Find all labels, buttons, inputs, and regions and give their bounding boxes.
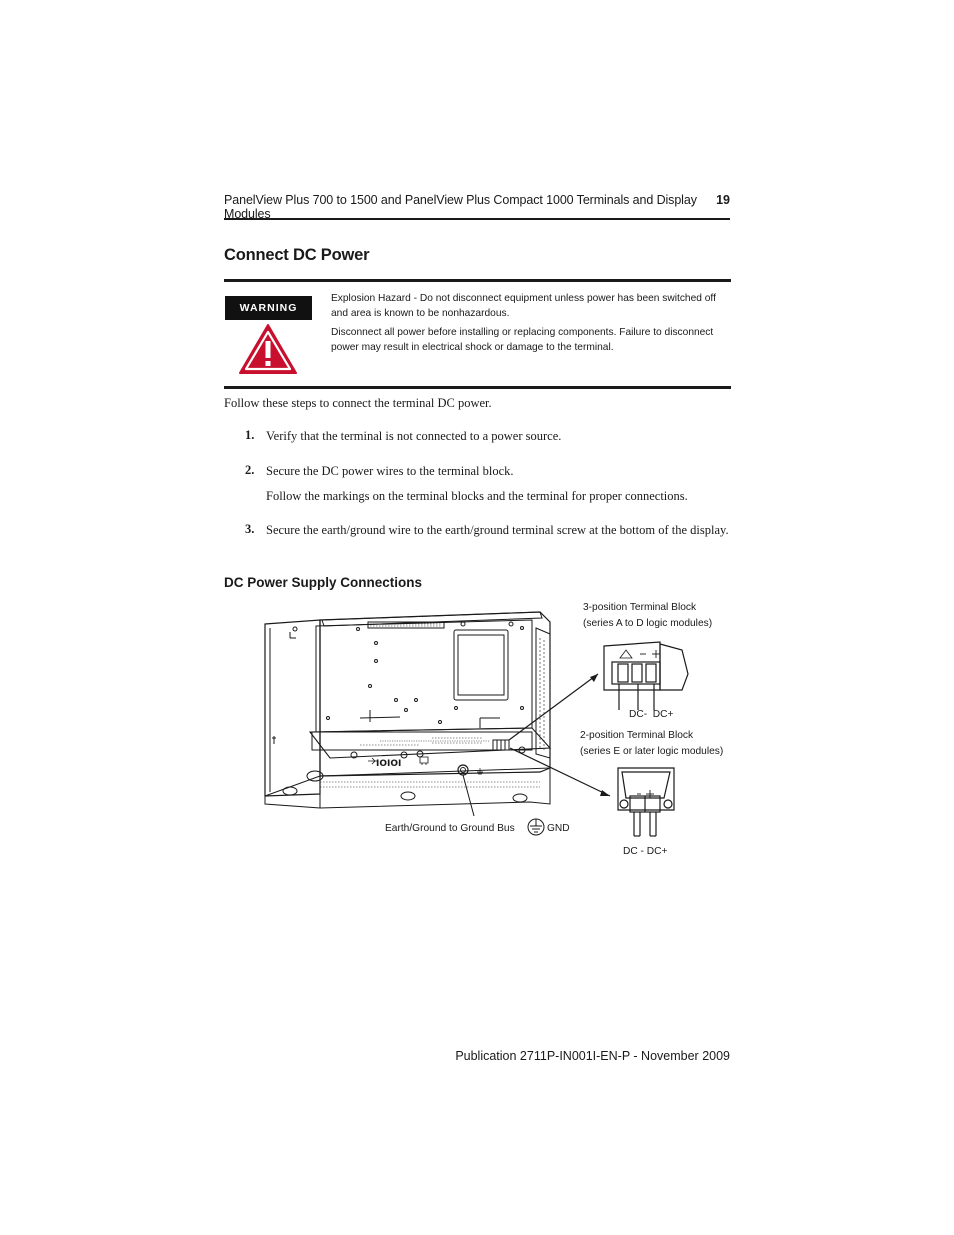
running-header-title: PanelView Plus 700 to 1500 and PanelView Plus Compact 1000 Terminals and Display Modules (224, 193, 697, 221)
leader-line-ground (463, 775, 474, 816)
step-2-text: Secure the DC power wires to the terminal block. (266, 464, 514, 478)
running-header (224, 192, 730, 220)
terminal-block-2-position (618, 768, 674, 836)
block2-label-line1: 2-position Terminal Block (580, 730, 694, 741)
serial-port-label: IOIOI (376, 759, 402, 769)
step-2-note: Follow the markings on the terminal blocks and the terminal for proper connections. (266, 489, 688, 503)
block2-terminals-label: DC - DC+ (623, 846, 668, 857)
warning-box (224, 279, 731, 389)
warning-paragraph-1: Explosion Hazard - Do not disconnect equipment unless power has been switched off and area is known to be nonhazardous. (331, 293, 716, 319)
warning-label: WARNING (225, 296, 312, 320)
block2-label-line2: (series E or later logic modules) (580, 745, 724, 757)
step-1-text: Verify that the terminal is not connected to a power source. (266, 429, 562, 443)
warning-text (331, 291, 731, 359)
gnd-label: GND (547, 823, 570, 834)
warning-triangle-icon (238, 323, 298, 375)
section-title: Connect DC Power (224, 246, 370, 264)
warning-paragraph-2: Disconnect all power before installing or replacing components. Failure to disconnect power may result in electrical shock or damage to the terminal. (331, 327, 714, 353)
page-number: 19 (716, 193, 730, 207)
block3-label-line2: (series A to D logic modules) (583, 617, 713, 629)
terminal-diagram (260, 598, 720, 868)
ground-bus-label: Earth/Ground to Ground Bus (385, 823, 515, 834)
block3-label-line1: 3-position Terminal Block (583, 602, 697, 613)
terminal-block-3-position (604, 642, 688, 710)
terminal-bezel (265, 620, 320, 796)
footer-publication: Publication 2711P-IN001I-EN-P - November 2009 (455, 1049, 730, 1063)
block3-terminals-label: DC- DC+ (629, 709, 674, 720)
step-3-text: Secure the earth/ground wire to the earth/ground terminal screw at the bottom of the display. (266, 523, 729, 537)
intro-text: Follow these steps to connect the terminal DC power. (224, 396, 492, 410)
terminal-bottom-edge (265, 728, 550, 808)
step-1-number: 1. (245, 428, 255, 442)
step-2-number: 2. (245, 463, 255, 477)
step-3-number: 3. (245, 522, 255, 536)
figure-title: DC Power Supply Connections (224, 575, 423, 590)
ground-symbol-icon (528, 819, 544, 835)
